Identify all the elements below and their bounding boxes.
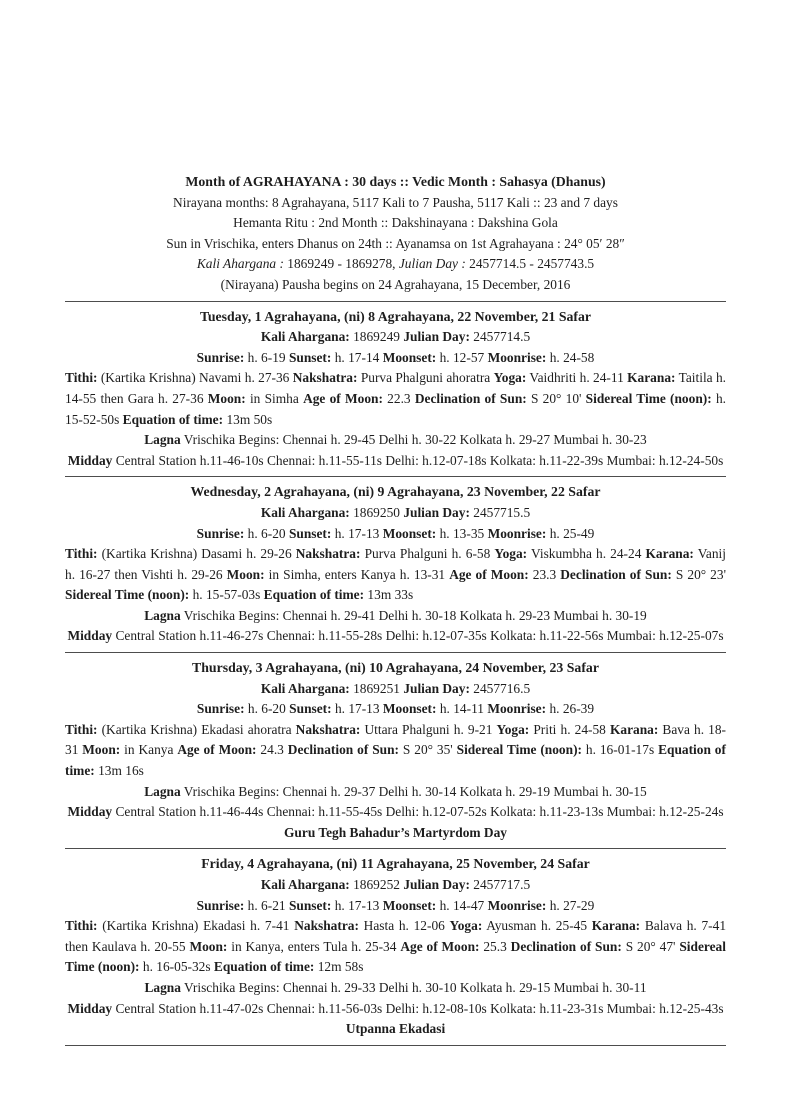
- tithi-details: Tithi: (Kartika Krishna) Ekadasi ahoratra Nakshatra: Uttara Phalguni h. 9-21 Yoga: Priti h. 24-58 Karana: Bava h. 18-31 Moon: in Kanya Age of Moon: 24.3 Declination of Sun: S 20° 35' Sidereal Time (noon): h. 16-01-17s Equation of time: 13m 16s: [65, 721, 727, 779]
- ahargana-line: Kali Ahargana: 1869251 Julian Day: 2457716.5: [260, 680, 531, 696]
- pausha-note-line: (Nirayana) Pausha begins on 24 Agrahayana, 15 December, 2016: [220, 276, 571, 292]
- section-divider: [65, 1045, 726, 1046]
- midday-line: Midday Central Station h.11-46-27s Chennai: h.11-55-28s Delhi: h.12-07-35s Kolkata: h.11-22-56s Mumbai: h.12-25-07s: [67, 628, 724, 644]
- ahargana-line: Kali Ahargana: 1869249 Julian Day: 2457714.5: [260, 329, 531, 345]
- tithi-details: Tithi: (Kartika Krishna) Ekadasi h. 7-41 Nakshatra: Hasta h. 12-06 Yoga: Ayusman h. 25-45 Karana: Balava h. 7-41 then Kaulava h. 20-55 Moon: in Kanya, enters Tula h. 25-34 Age of Moon: 25.3 Declination of Sun: S 20° 47' Sidereal Time (noon): h. 16-05-32s Equation of time: 12m 58s: [65, 918, 727, 975]
- lagna-line: Lagna Vrischika Begins: Chennai h. 29-33 Delhi h. 30-10 Kolkata h. 29-15 Mumbai h. 30-11: [144, 979, 647, 995]
- day-title: Friday, 4 Agrahayana, (ni) 11 Agrahayana, 25 November, 24 Safar: [201, 856, 590, 872]
- ahargana-line: Kali Ahargana: 1869250 Julian Day: 2457715.5: [260, 504, 531, 520]
- festival-line: Guru Tegh Bahadur’s Martyrdom Day: [284, 824, 507, 840]
- lagna-line: Lagna Vrischika Begins: Chennai h. 29-37 Delhi h. 30-14 Kolkata h. 29-19 Mumbai h. 30-15: [144, 783, 647, 799]
- day-section-tuesday-1: [65, 305, 726, 472]
- day-section-wednesday-2: [65, 480, 726, 647]
- section-divider: [65, 848, 726, 849]
- lagna-line: Lagna Vrischika Begins: Chennai h. 29-41 Delhi h. 30-18 Kolkata h. 29-23 Mumbai h. 30-19: [144, 607, 647, 623]
- section-divider: [65, 652, 726, 653]
- ahargana-line: Kali Ahargana: 1869252 Julian Day: 2457717.5: [260, 877, 531, 892]
- month-header: [65, 172, 726, 296]
- page-content: [65, 172, 726, 1049]
- sun-ayanamsa-line: Sun in Vrischika, enters Dhanus on 24th :: Ayanamsa on 1st Agrahayana : 24° 05′ 28″: [166, 235, 625, 251]
- section-divider: [65, 476, 726, 477]
- month-title: Month of AGRAHAYANA : 30 days :: Vedic Month : Sahasya (Dhanus): [185, 174, 606, 189]
- festival-line: Utpanna Ekadasi: [345, 1021, 446, 1037]
- tithi-details: Tithi: (Kartika Krishna) Dasami h. 29-26 Nakshatra: Purva Phalguni h. 6-58 Yoga: Viskumbha h. 24-24 Karana: Vanij h. 16-27 then Vishti h. 29-26 Moon: in Simha, enters Kanya h. 13-31 Age of Moon: 23.3 Declination of Sun: S 20° 23' Sidereal Time (noon): h. 15-57-03s Equation of time: 13m 33s: [65, 546, 726, 603]
- sun-moon-line: Sunrise: h. 6-19 Sunset: h. 17-14 Moonset: h. 12-57 Moonrise: h. 24-58: [196, 349, 595, 365]
- midday-line: Midday Central Station h.11-46-10s Chennai: h.11-55-11s Delhi: h.12-07-18s Kolkata: h.11-22-39s Mumbai: h.12-24-50s: [67, 452, 724, 468]
- midday-line: Midday Central Station h.11-47-02s Chennai: h.11-56-03s Delhi: h.12-08-10s Kolkata: h.11-23-31s Mumbai: h.12-25-43s: [67, 1000, 724, 1016]
- sun-moon-line: Sunrise: h. 6-20 Sunset: h. 17-13 Moonset: h. 14-11 Moonrise: h. 26-39: [196, 701, 595, 717]
- sun-moon-line: Sunrise: h. 6-20 Sunset: h. 17-13 Moonset: h. 13-35 Moonrise: h. 25-49: [196, 525, 595, 541]
- day-title: Thursday, 3 Agrahayana, (ni) 10 Agrahayana, 24 November, 23 Safar: [192, 660, 599, 676]
- ritu-line: Hemanta Ritu : 2nd Month :: Dakshinayana : Dakshina Gola: [233, 215, 558, 231]
- tithi-details: Tithi: (Kartika Krishna) Navami h. 27-36 Nakshatra: Purva Phalguni ahoratra Yoga: Vaidhriti h. 24-11 Karana: Taitila h. 14-55 then Gara h. 27-36 Moon: in Simha Age of Moon: 22.3 Declination of Sun: S 20° 10' Sidereal Time (noon): h. 15-52-50s Equation of time: 13m 50s: [65, 370, 726, 427]
- midday-line: Midday Central Station h.11-46-44s Chennai: h.11-55-45s Delhi: h.12-07-52s Kolkata: h.11-23-13s Mumbai: h.12-25-24s: [67, 804, 724, 820]
- day-title: Tuesday, 1 Agrahayana, (ni) 8 Agrahayana, 22 November, 21 Safar: [199, 308, 592, 324]
- lagna-line: Lagna Vrischika Begins: Chennai h. 29-45 Delhi h. 30-22 Kolkata h. 29-27 Mumbai h. 30-23: [144, 432, 647, 448]
- sun-moon-line: Sunrise: h. 6-21 Sunset: h. 17-13 Moonset: h. 14-47 Moonrise: h. 27-29: [196, 897, 595, 913]
- nirayana-months-line: Nirayana months: 8 Agrahayana, 5117 Kali to 7 Pausha, 5117 Kali :: 23 and 7 days: [173, 194, 618, 210]
- day-section-friday-4: [65, 852, 726, 1039]
- day-section-thursday-3: [65, 656, 726, 843]
- kali-julian-range-line: Kali Ahargana : 1869249 - 1869278, Julian Day : 2457714.5 - 2457743.5: [196, 256, 595, 272]
- section-divider: [65, 301, 726, 302]
- day-title: Wednesday, 2 Agrahayana, (ni) 9 Agrahayana, 23 November, 22 Safar: [190, 484, 601, 500]
